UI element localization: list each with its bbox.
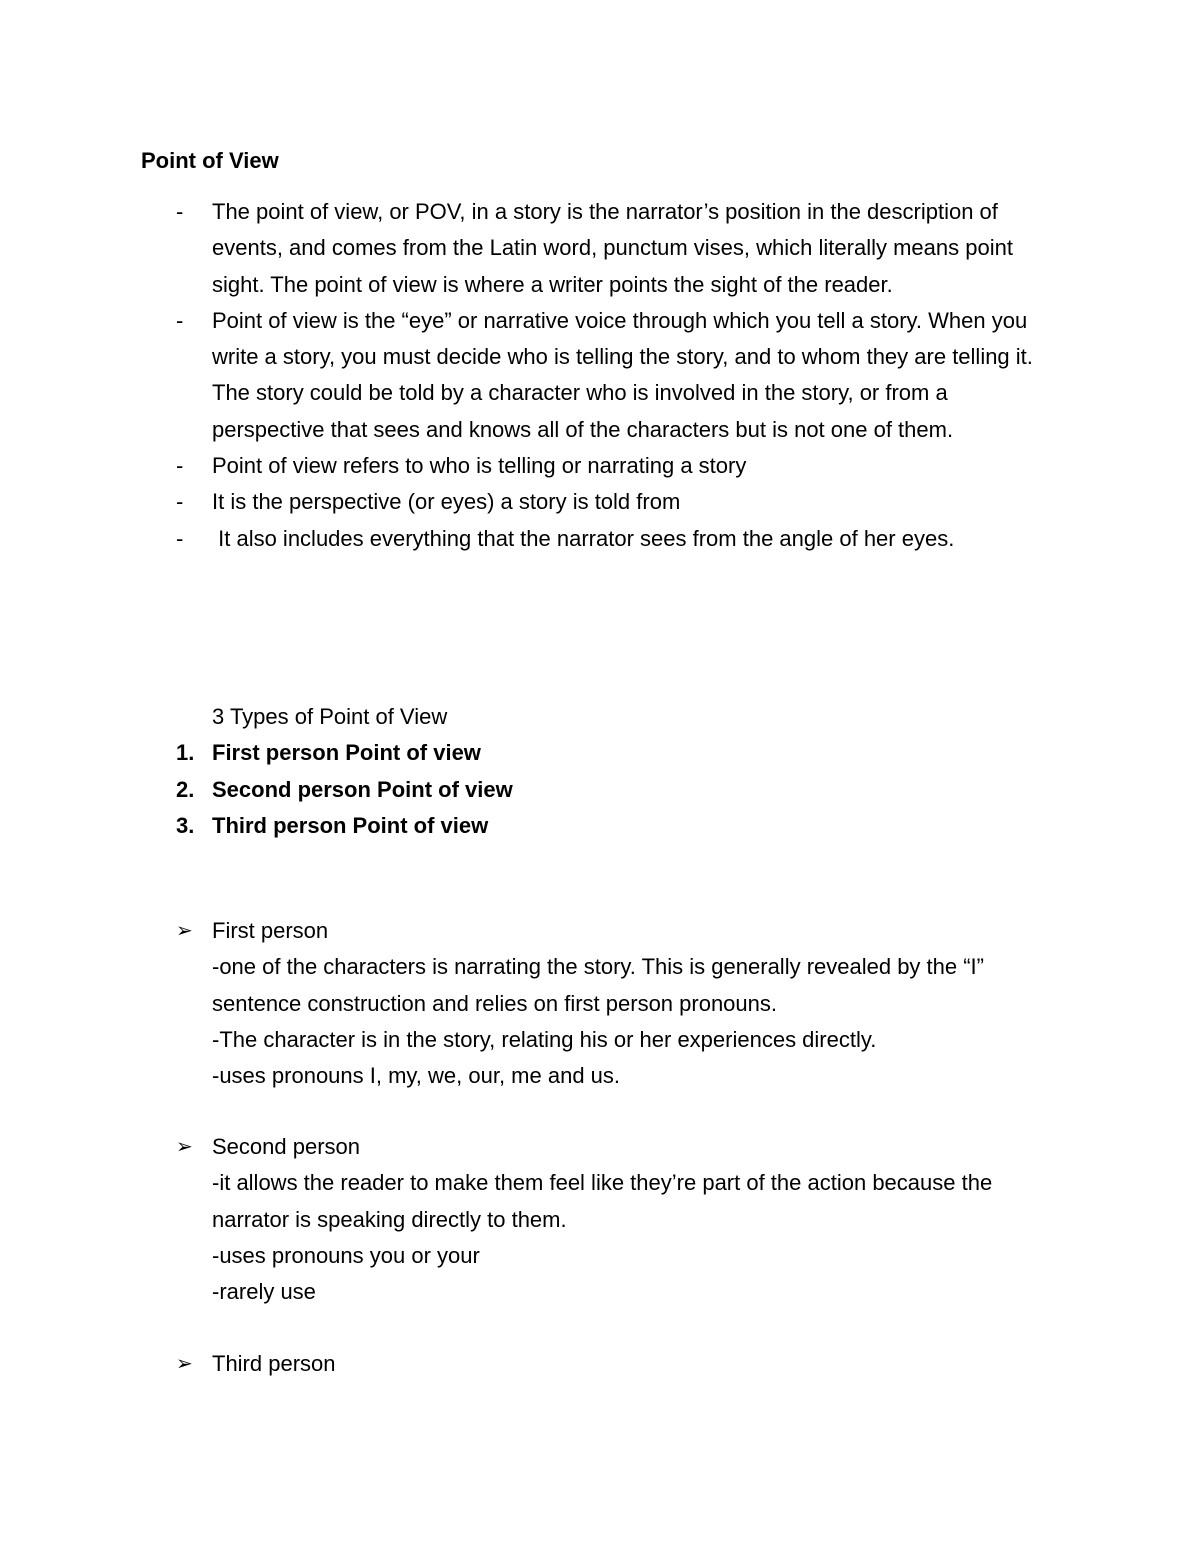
type-number: 1. <box>176 740 195 766</box>
definition-text: It also includes everything that the narrator sees from the angle of her eyes. <box>212 525 955 551</box>
definition-text: It is the perspective (or eyes) a story is told from <box>212 489 681 515</box>
type-item <box>142 735 912 771</box>
section-heading: Third person <box>212 1351 336 1376</box>
definition-list <box>141 194 1061 557</box>
types-list <box>176 735 912 844</box>
type-item <box>142 772 912 808</box>
section-line: -it allows the reader to make them feel like they’re part of the action because the narrator is speaking directly to them. <box>212 1170 993 1232</box>
arrow-bullet-icon: ➢ <box>176 1136 193 1158</box>
section-first-person <box>141 913 1061 1094</box>
section-line: -one of the characters is narrating the story. This is generally revealed by the “I” sentence construction and relies on first person pronouns. <box>212 954 984 1016</box>
type-number: 2. <box>176 776 195 802</box>
definition-item <box>141 194 1061 303</box>
type-label: Second person Point of view <box>212 776 513 802</box>
section-line: -The character is in the story, relating his or her experiences directly. <box>212 1026 877 1052</box>
definition-item <box>141 303 1061 448</box>
section-heading: First person <box>212 918 329 943</box>
arrow-bullet-icon: ➢ <box>176 1353 193 1375</box>
definition-text: Point of view is the “eye” or narrative voice through which you tell a story. When you write a story, you must decide who is telling the story, and to whom they are telling it. The story could be told by a character who is involved in the story, or from a perspective that sees and knows all of the characters but is not one of them. <box>212 307 1033 442</box>
dash-bullet: - <box>176 489 184 515</box>
section-second-person <box>141 1129 1061 1310</box>
arrow-bullet-icon: ➢ <box>176 920 193 942</box>
dash-bullet: - <box>176 199 184 224</box>
types-heading: 3 Types of Point of View <box>212 704 448 729</box>
type-label: First person Point of view <box>212 740 481 766</box>
section-line: -uses pronouns I, my, we, our, me and us. <box>212 1063 621 1089</box>
definition-item <box>141 484 1061 520</box>
definition-text: Point of view refers to who is telling or narrating a story <box>212 453 747 479</box>
section-content <box>141 1346 1061 1382</box>
dash-bullet: - <box>176 525 184 551</box>
type-number: 3. <box>176 812 195 838</box>
type-label: Third person Point of view <box>212 812 489 838</box>
section-heading: Second person <box>212 1134 360 1159</box>
definition-item <box>141 448 1061 484</box>
type-item <box>142 808 912 844</box>
types-of-pov <box>176 699 912 844</box>
definition-item <box>141 521 1061 557</box>
section-content <box>141 913 1061 1094</box>
page-title: Point of View <box>141 148 279 173</box>
definition-text: The point of view, or POV, in a story is the narrator’s position in the description of events, and comes from the Latin word, punctum vises, which literally means point sight. The point of view is where a writer points the sight of the reader. <box>212 199 1013 297</box>
section-line: -rarely use <box>212 1279 316 1305</box>
section-content <box>141 1129 1061 1310</box>
dash-bullet: - <box>176 453 184 479</box>
dash-bullet: - <box>176 307 184 333</box>
section-third-person <box>141 1346 1061 1382</box>
section-line: -uses pronouns you or your <box>212 1242 480 1268</box>
